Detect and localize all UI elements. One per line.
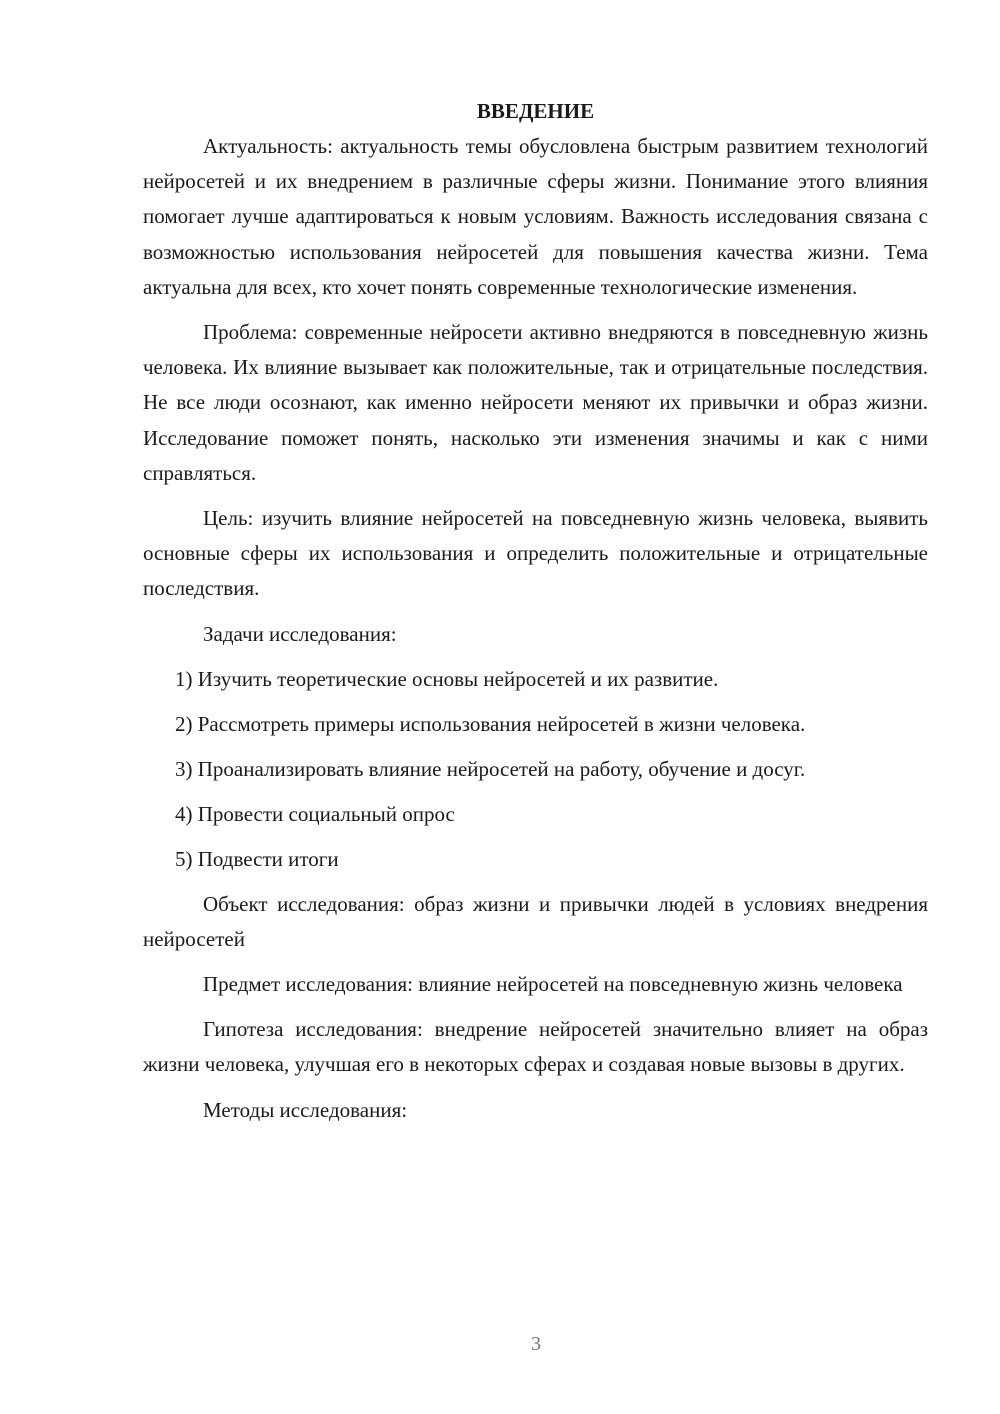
tasks-list xyxy=(143,662,928,877)
paragraph-subject: Предмет исследования: влияние нейросетей на повседневную жизнь человека xyxy=(203,972,903,997)
methods-heading: Методы исследования: xyxy=(203,1097,408,1122)
paragraph-relevance: Актуальность: актуальность темы обусловлена быстрым развитием технологий нейросетей и их внедрением в различные сферы жизни. Понимание этого влияния помогает лучше адаптироваться к новым условиям. Важность исследования связана с возможностью использования нейросетей для повышения качества жизни. Тема актуальна для всех, кто хочет понять современные технологические изменения. xyxy=(143,134,928,299)
list-item: 4) Провести социальный опрос xyxy=(175,801,455,826)
document-page xyxy=(143,94,928,1138)
paragraph-problem: Проблема: современные нейросети активно внедряются в повседневную жизнь человека. Их влияние вызывает как положительные, так и отрицательные последствия. Не все люди осознают, как именно нейросети меняют их привычки и образ жизни. Исследование поможет понять, насколько эти изменения значимы и как с ними справляться. xyxy=(143,320,928,485)
list-item: 3) Проанализировать влияние нейросетей на работу, обучение и досуг. xyxy=(175,756,806,781)
list-item: 2) Рассмотреть примеры использования нейросетей в жизни человека. xyxy=(175,711,806,736)
page-title: ВВЕДЕНИЕ xyxy=(476,99,595,123)
paragraph-hypothesis: Гипотеза исследования: внедрение нейросетей значительно влияет на образ жизни человека, улучшая его в некоторых сферах и создавая новые вызовы в других. xyxy=(143,1017,928,1077)
paragraph-object: Объект исследования: образ жизни и привычки людей в условиях внедрения нейросетей xyxy=(143,891,928,951)
list-item: 1) Изучить теоретические основы нейросетей и их развитие. xyxy=(175,666,719,691)
list-item: 5) Подвести итоги xyxy=(175,846,339,871)
page-number: 3 xyxy=(531,1333,541,1355)
tasks-heading: Задачи исследования: xyxy=(203,621,397,646)
paragraph-goal: Цель: изучить влияние нейросетей на повседневную жизнь человека, выявить основные сферы их использования и определить положительные и отрицательные последствия. xyxy=(143,506,928,601)
